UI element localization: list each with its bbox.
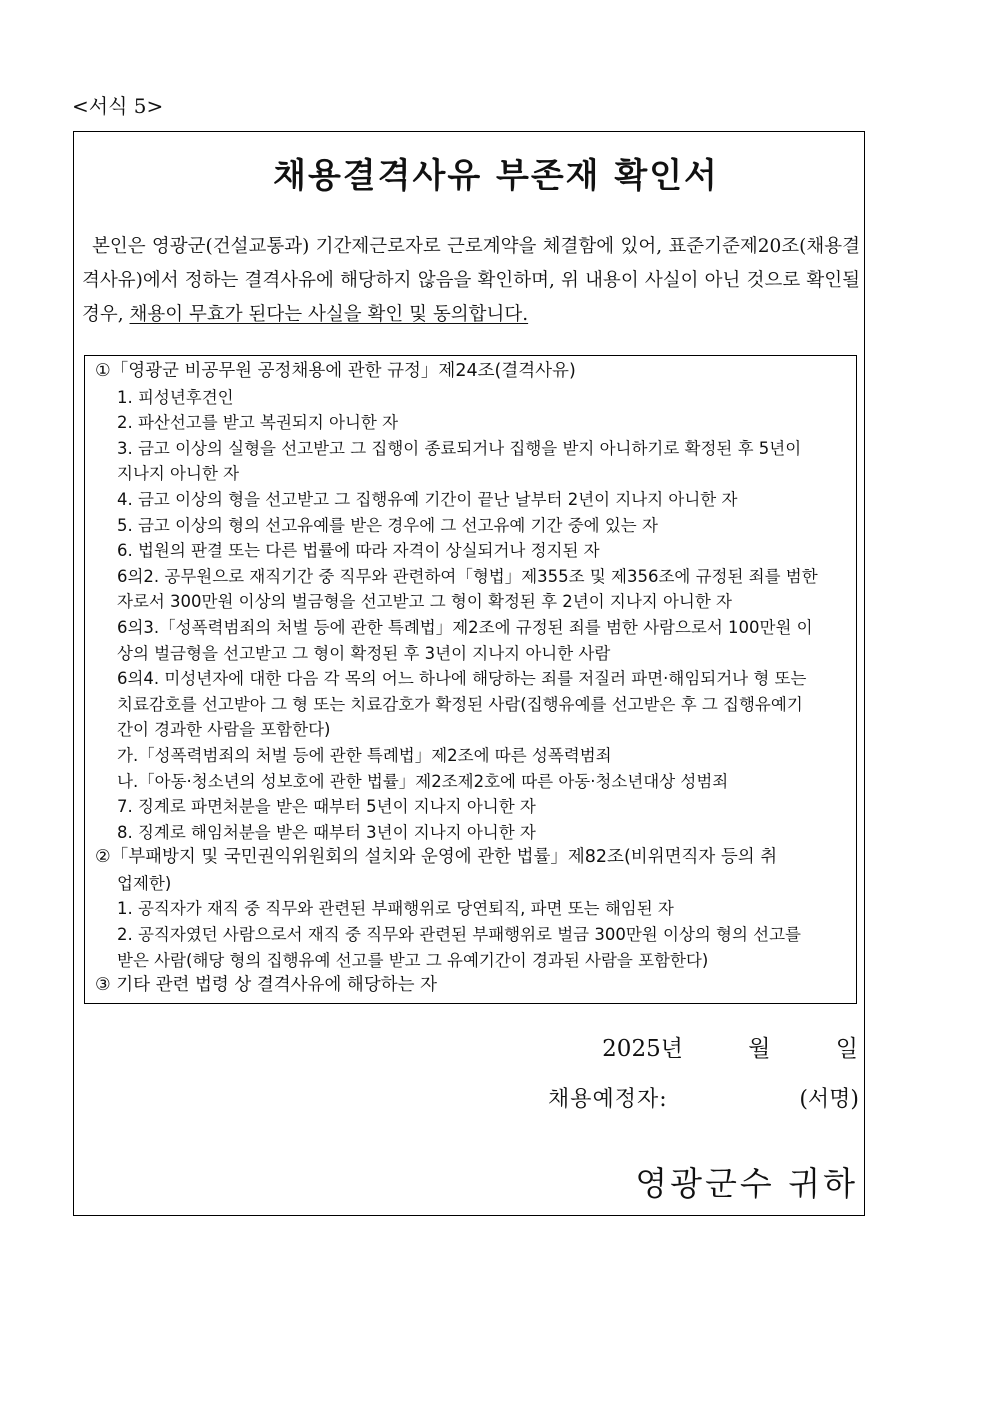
date-year: 2025년 bbox=[602, 1036, 683, 1062]
list-item: 4. 금고 이상의 형을 선고받고 그 집행유예 기간이 끝난 날부터 2년이 지나지 아니한 자 bbox=[117, 489, 738, 509]
list-item: 5. 금고 이상의 형의 선고유예를 받은 경우에 그 선고유예 기간 중에 있는 자 bbox=[117, 515, 658, 535]
list-item: 자로서 300만원 이상의 벌금형을 선고받고 그 형이 확정된 후 2년이 지나지 아니한 자 bbox=[117, 592, 732, 612]
list-item: 상의 벌금형을 선고받고 그 형이 확정된 후 3년이 지나지 아니한 사람 bbox=[117, 643, 611, 663]
form-number-label: <서식 5> bbox=[72, 94, 164, 118]
list-item: 치료감호를 선고받아 그 형 또는 치료감호가 확정된 사람(집행유예를 선고받은 후 그 집행유예기 bbox=[117, 694, 803, 714]
date-day: 일 bbox=[835, 1036, 858, 1062]
section-heading: ③ 기타 관련 법령 상 결격사유에 해당하는 자 bbox=[95, 975, 438, 996]
list-item: 1. 공직자가 재직 중 직무와 관련된 부패행위로 당연퇴직, 파면 또는 해임된 자 bbox=[117, 899, 674, 919]
date-month: 월 bbox=[748, 1036, 771, 1062]
addressee: 영광군수 귀하 bbox=[635, 1164, 858, 1203]
signature-label: 채용예정자: bbox=[548, 1087, 668, 1112]
intro-underlined-text: 채용이 무효가 된다는 사실을 확인 및 동의합니다. bbox=[129, 304, 529, 325]
disqualification-box bbox=[84, 355, 857, 1004]
section-heading: ①「영광군 비공무원 공정채용에 관한 규정」제24조(결격사유) bbox=[95, 361, 576, 381]
list-item: 3. 금고 이상의 실형을 선고받고 그 집행이 종료되거나 집행을 받지 아니하기로 확정된 후 5년이 bbox=[117, 438, 802, 458]
intro-paragraph bbox=[82, 230, 860, 332]
signature-row bbox=[548, 1082, 859, 1113]
list-item: 1. 피성년후견인 bbox=[117, 387, 234, 407]
section-heading: ②「부패방지 및 국민권익위원회의 설치와 운영에 관한 법률」제82조(비위면직자 등의 취 bbox=[95, 847, 778, 868]
document-title: 채용결격사유 부존재 확인서 bbox=[273, 156, 719, 196]
list-item: 6. 법원의 판결 또는 다른 법률에 따라 자격이 상실되거나 정지된 자 bbox=[117, 541, 600, 561]
list-item: 2. 파산선고를 받고 복권되지 아니한 자 bbox=[117, 413, 399, 433]
list-item: 7. 징계로 파면처분을 받은 때부터 5년이 지나지 아니한 자 bbox=[117, 797, 536, 817]
list-item: 나.「아동·청소년의 성보호에 관한 법률」제2조제2호에 따른 아동·청소년대상 성범죄 bbox=[117, 771, 729, 791]
list-item: 간이 경과한 사람을 포함한다) bbox=[117, 720, 331, 740]
date-row bbox=[602, 1030, 858, 1063]
list-item: 지나지 아니한 자 bbox=[117, 464, 240, 484]
list-item: 가.「성폭력범죄의 처벌 등에 관한 특례법」제2조에 따른 성폭력범죄 bbox=[117, 745, 612, 765]
intro-text: 본인은 영광군(건설교통과) 기간제근로자로 근로계약을 체결함에 있어, 표준기준제20조(채용결격사유)에서 정하는 결격사유에 해당하지 않음을 확인하며, 위 내용이 사실이 아닌 것으로 확인될 경우, bbox=[82, 236, 860, 325]
list-item: 6의2. 공무원으로 재직기간 중 직무와 관련하여「형법」제355조 및 제356조에 규정된 죄를 범한 bbox=[117, 566, 818, 586]
list-item: 6의3.「성폭력범죄의 처벌 등에 관한 특례법」제2조에 규정된 죄를 범한 사람으로서 100만원 이 bbox=[117, 617, 813, 637]
list-item: 업제한) bbox=[117, 873, 172, 893]
list-item: 8. 징계로 해임처분을 받은 때부터 3년이 지나지 아니한 자 bbox=[117, 822, 536, 842]
list-item: 6의4. 미성년자에 대한 다음 각 목의 어느 하나에 해당하는 죄를 저질러 파면·해임되거나 형 또는 bbox=[117, 669, 807, 689]
list-item: 2. 공직자였던 사람으로서 재직 중 직무와 관련된 부패행위로 벌금 300만원 이상의 형의 선고를 bbox=[117, 925, 801, 945]
signature-mark: (서명) bbox=[799, 1087, 859, 1112]
list-item: 받은 사람(해당 형의 집행유예 선고를 받고 그 유예기간이 경과된 사람을 포함한다) bbox=[117, 950, 709, 970]
